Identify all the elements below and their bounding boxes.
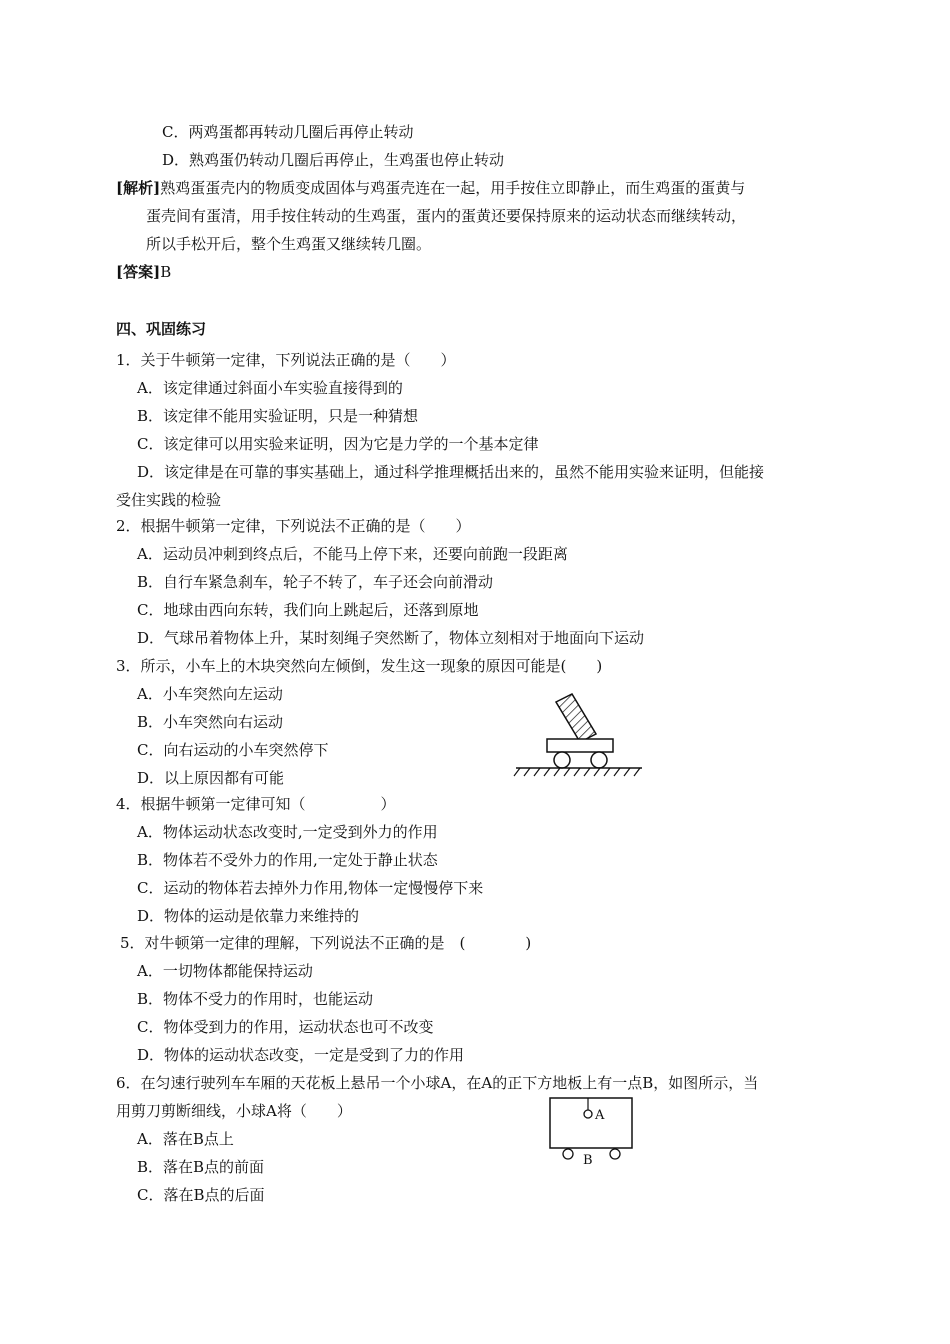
q2-option-c: C．地球由西向东转，我们向上跳起后，还落到原地 bbox=[137, 601, 479, 619]
q3-option-d: D．以上原因都有可能 bbox=[137, 769, 285, 787]
q6-stem-cont: 用剪刀剪断细线，小球A将（ ） bbox=[116, 1102, 352, 1120]
cart-wheel-right bbox=[591, 752, 607, 768]
section-title: 四、巩固练习 bbox=[116, 320, 207, 338]
analysis-line-1 bbox=[116, 177, 745, 199]
q4-option-d: D．物体的运动是依靠力来维持的 bbox=[137, 907, 360, 925]
cart-wheel-left bbox=[554, 752, 570, 768]
q2-option-d: D．气球吊着物体上升，某时刻绳子突然断了，物体立刻相对于地面向下运动 bbox=[137, 629, 645, 647]
q4-option-a: A．物体运动状态改变时,一定受到外力的作用 bbox=[137, 823, 438, 841]
q4-option-c: C．运动的物体若去掉外力作用,物体一定慢慢停下来 bbox=[137, 879, 484, 897]
carriage-figure bbox=[544, 1092, 640, 1170]
q3-option-a: A．小车突然向左运动 bbox=[137, 685, 283, 703]
q4-stem: 4．根据牛顿第一定律可知（ ） bbox=[116, 795, 396, 813]
tilted-block bbox=[556, 694, 596, 742]
label-a: A bbox=[595, 1108, 605, 1123]
answer-tag: [答案] bbox=[116, 263, 161, 281]
q6-stem: 6．在匀速行驶列车车厢的天花板上悬吊一个小球A，在A的正下方地板上有一点B，如图所示，当 bbox=[116, 1074, 759, 1092]
q3-option-c: C．向右运动的小车突然停下 bbox=[137, 741, 329, 759]
q5-option-a: A．一切物体都能保持运动 bbox=[137, 962, 313, 980]
q5-option-b: B．物体不受力的作用时，也能运动 bbox=[137, 990, 374, 1008]
q1-option-c: C．该定律可以用实验来证明，因为它是力学的一个基本定律 bbox=[137, 435, 539, 453]
q6-option-c: C．落在B点的后面 bbox=[137, 1186, 265, 1204]
q1-stem: 1．关于牛顿第一定律，下列说法正确的是（ ） bbox=[116, 351, 456, 369]
carriage-wheel-right bbox=[610, 1149, 620, 1159]
q5-stem: 5．对牛顿第一定律的理解，下列说法不正确的是 ( ) bbox=[120, 934, 532, 952]
q3-option-b: B．小车突然向右运动 bbox=[137, 713, 284, 731]
q2-option-b: B．自行车紧急刹车，轮子不转了，车子还会向前滑动 bbox=[137, 573, 494, 591]
analysis-line-3: 所以手松开后，整个生鸡蛋又继续转几圈。 bbox=[146, 235, 432, 253]
q6-option-b: B．落在B点的前面 bbox=[137, 1158, 265, 1176]
q2-stem: 2．根据牛顿第一定律，下列说法不正确的是（ ） bbox=[116, 517, 471, 535]
label-b: B bbox=[583, 1153, 593, 1168]
analysis-tag: [解析] bbox=[116, 179, 161, 197]
prev-option-d: D．熟鸡蛋仍转动几圈后再停止，生鸡蛋也停止转动 bbox=[162, 151, 505, 169]
ground-hatching bbox=[514, 768, 640, 776]
q1-option-d: D．该定律是在可靠的事实基础上，通过科学推理概括出来的，虽然不能用实验来证明，但能接 bbox=[137, 463, 765, 481]
q3-stem: 3．所示，小车上的木块突然向左倾倒，发生这一现象的原因可能是( ) bbox=[116, 657, 603, 675]
answer-line bbox=[116, 261, 171, 283]
q5-option-c: C．物体受到力的作用，运动状态也可不改变 bbox=[137, 1018, 434, 1036]
q6-option-a: A．落在B点上 bbox=[137, 1130, 234, 1148]
analysis-text-1: 熟鸡蛋蛋壳内的物质变成固体与鸡蛋壳连在一起，用手按住立即静止，而生鸡蛋的蛋黄与 bbox=[160, 179, 746, 197]
carriage-body bbox=[550, 1098, 632, 1148]
q1-option-d-cont: 受住实践的检验 bbox=[116, 491, 222, 509]
q5-option-d: D．物体的运动状态改变，一定是受到了力的作用 bbox=[137, 1046, 465, 1064]
cart-body bbox=[547, 739, 613, 752]
answer-value: B bbox=[160, 263, 172, 281]
q2-option-a: A．运动员冲刺到终点后，不能马上停下来，还要向前跑一段距离 bbox=[137, 545, 568, 563]
analysis-line-2: 蛋壳间有蛋清，用手按住转动的生鸡蛋，蛋内的蛋黄还要保持原来的运动状态而继续转动， bbox=[146, 207, 747, 225]
ball-a bbox=[584, 1110, 592, 1118]
q4-option-b: B．物体若不受外力的作用,一定处于静止状态 bbox=[137, 851, 438, 869]
q1-option-b: B．该定律不能用实验证明，只是一种猜想 bbox=[137, 407, 419, 425]
carriage-wheel-left bbox=[563, 1149, 573, 1159]
cart-block-figure bbox=[510, 688, 650, 780]
prev-option-c: C．两鸡蛋都再转动几圈后再停止转动 bbox=[162, 123, 414, 141]
q1-option-a: A．该定律通过斜面小车实验直接得到的 bbox=[137, 379, 403, 397]
